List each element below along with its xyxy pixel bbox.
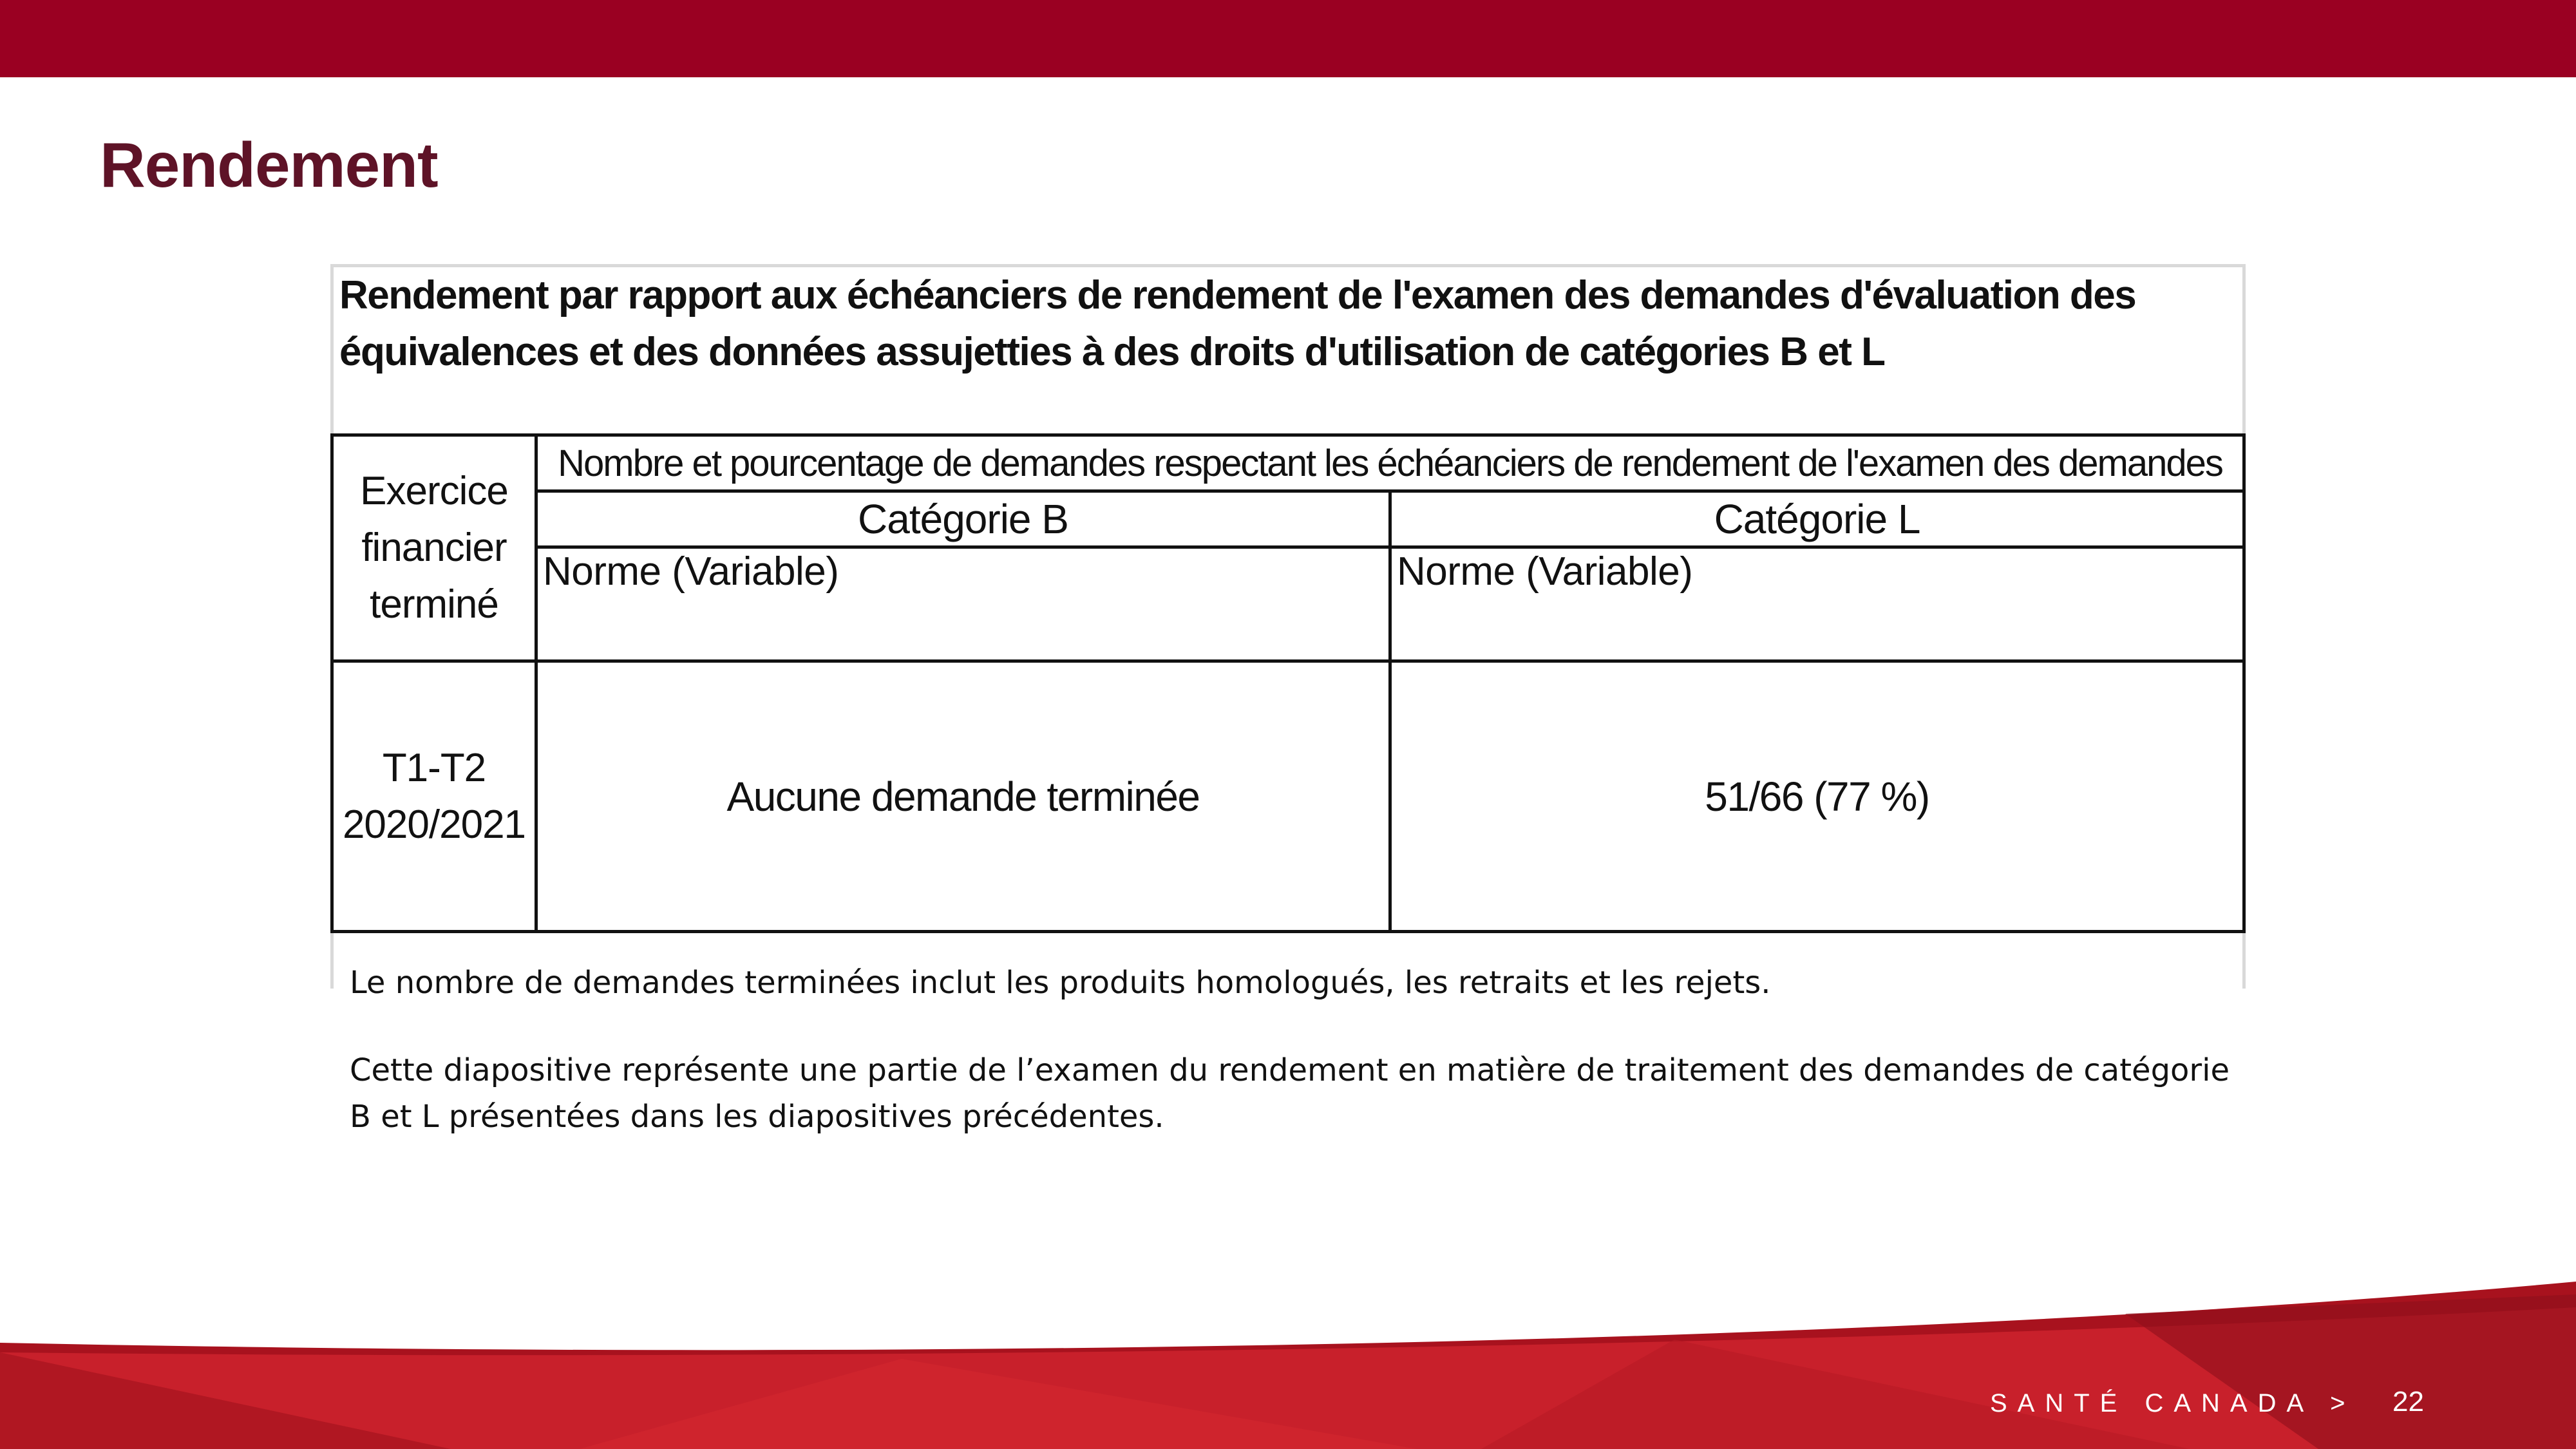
- slide-title: Rendement: [100, 129, 438, 200]
- table-row: [332, 661, 2244, 932]
- row-category-b-value: Aucune demande terminée: [536, 661, 1390, 932]
- performance-table: [330, 433, 2246, 933]
- header-category-l: Catégorie L: [1390, 491, 2244, 547]
- row-category-l-value: 51/66 (77 %): [1390, 661, 2244, 932]
- top-banner: [0, 0, 2576, 77]
- table-caption: Rendement par rapport aux échéanciers de rendement de l'examen des demandes d'évaluation des équivalences et des données assujetties à des droits d'utilisation de catégories B et L: [339, 273, 2136, 374]
- norm-category-l: Norme (Variable): [1390, 547, 2244, 661]
- norm-category-b: Norme (Variable): [536, 547, 1390, 661]
- header-applications-meeting-standards: Nombre et pourcentage de demandes respectant les échéanciers de rendement de l'examen des demandes: [536, 435, 2244, 491]
- table-category-row: [332, 491, 2244, 547]
- table-norm-row: [332, 547, 2244, 661]
- footer-wave-graphic: [0, 1282, 2576, 1449]
- row-fiscal-year: T1-T2 2020/2021: [332, 661, 536, 932]
- note-slide-scope: Cette diapositive représente une partie de l’examen du rendement en matière de traitement des demandes de catégorie B et L présentées dans les diapositives précédentes.: [350, 1052, 2230, 1135]
- page-number: 22: [2392, 1386, 2424, 1417]
- footer-brand: SANTÉ CANADA >: [1990, 1389, 2356, 1417]
- table-header-row: [332, 435, 2244, 491]
- header-category-b: Catégorie B: [536, 491, 1390, 547]
- header-fiscal-year: Exercice financier terminé: [332, 435, 536, 661]
- note-completed-applications: Le nombre de demandes terminées inclut les produits homologués, les retraits et les rejets.: [350, 965, 1771, 1001]
